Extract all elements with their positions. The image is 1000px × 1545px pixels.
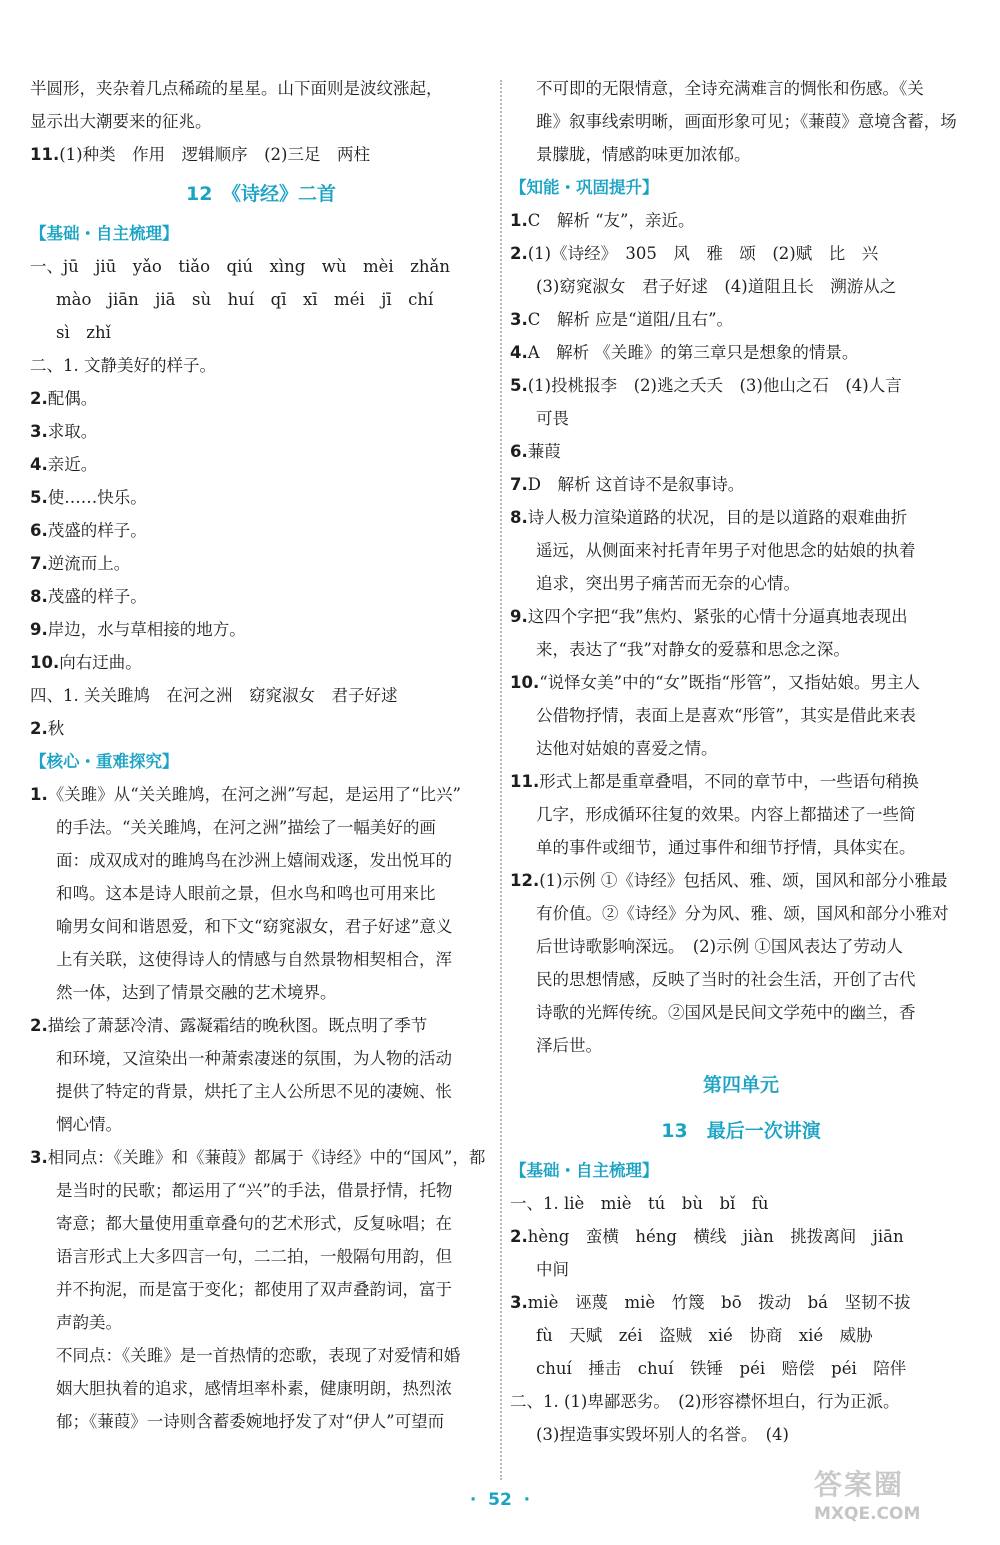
- answer-item: [510, 468, 972, 501]
- item-text: 秋: [47, 719, 65, 738]
- item-text: 配偶。: [47, 389, 98, 408]
- answer-item: [510, 765, 972, 798]
- text-line: 二、1. (1)卑鄙恶劣。 (2)形容襟怀坦白，行为正派。: [510, 1392, 900, 1411]
- text-line: 民的思想情感，反映了当时的社会生活，开创了古代: [536, 970, 916, 989]
- item-number: 2.: [30, 389, 48, 408]
- text-line: 公借物抒情，表面上是喜欢“彤管”，其实是借此来表: [536, 706, 916, 725]
- text-line: 喻男女间和谐恩爱，和下文“窈窕淑女，君子好逑”意义: [56, 917, 453, 936]
- item-text: 描绘了萧瑟冷清、露凝霜结的晚秋图。既点明了季节: [47, 1016, 428, 1035]
- item-number: 11.: [510, 772, 540, 791]
- section-tag: 【核心・重难探究】: [30, 752, 179, 771]
- text-line: 声韵美。: [56, 1313, 122, 1332]
- page-number: · 52 ·: [469, 1490, 531, 1510]
- item-number: 3.: [510, 1293, 528, 1312]
- text-line: 雎》叙事线索明晰，画面形象可见；《蒹葭》意境含蓄，场: [536, 112, 957, 131]
- answer-item: [30, 514, 492, 547]
- answer-item: [30, 712, 492, 745]
- text-line: 单的事件或细节，通过事件和细节抒情，具体实在。: [536, 838, 916, 857]
- text-line: 遥远，从侧面来衬托青年男子对他思念的姑娘的执着: [536, 541, 916, 560]
- item-number: 1.: [30, 785, 48, 804]
- item-text: 逆流而上。: [47, 554, 131, 573]
- answer-item: [510, 864, 972, 897]
- item-number: 10.: [30, 653, 60, 672]
- item-text: 使……快乐。: [47, 488, 147, 507]
- item-text: 《关雎》从“关关雎鸠，在河之洲”写起，是运用了“比兴”: [47, 785, 461, 804]
- text-line: 诗歌的光辉传统。②国风是民间文学苑中的幽兰，香: [536, 1003, 916, 1022]
- item-number: 8.: [510, 508, 528, 527]
- item-text: 向右迂曲。: [59, 653, 142, 672]
- item-number: 9.: [510, 607, 528, 626]
- text-line: sì zhǐ: [56, 323, 111, 342]
- item-text: 茂盛的样子。: [47, 587, 147, 606]
- text-line: 二、1. 文静美好的样子。: [30, 356, 216, 375]
- answer-item: [510, 600, 972, 633]
- text-line: fù 天赋 zéi 盗贼 xié 协商 xié 威胁: [536, 1326, 873, 1345]
- text-line: 是当时的民歌；都运用了“兴”的手法，借景抒情，托物: [56, 1181, 453, 1200]
- answer-item: [30, 415, 492, 448]
- item-number: 2.: [30, 719, 48, 738]
- item-text: 相同点：《关雎》和《蒹葭》都属于《诗经》中的“国风”，都: [47, 1148, 486, 1167]
- section-tag: 【基础・自主梳理】: [30, 224, 179, 243]
- item-number: 12.: [510, 871, 540, 890]
- item-number: 3.: [30, 1148, 48, 1167]
- section-title: 12 《诗经》二首: [186, 183, 336, 205]
- answer-item: [30, 580, 492, 613]
- right-column: [510, 72, 972, 1451]
- answer-item: [510, 666, 972, 699]
- item-text: (1)种类 作用 逻辑顺序 (2)三足 两柱: [59, 145, 370, 164]
- answer-item: [30, 382, 492, 415]
- text-line: 一、jū jiū yǎo tiǎo qiú xìng wù mèi zhǎn: [30, 257, 450, 276]
- text-line: 追求，突出男子痛苦而无奈的心情。: [536, 574, 800, 593]
- text-line: 上有关联，这使得诗人的情感与自然景物相契相合，浑: [56, 950, 452, 969]
- item-number: 4.: [510, 343, 528, 362]
- item-number: 4.: [30, 455, 48, 474]
- answer-item: [30, 613, 492, 646]
- answer-item: [30, 138, 492, 171]
- item-number: 9.: [30, 620, 48, 639]
- watermark-text: 答案圈: [814, 1468, 905, 1501]
- text-line: 泽后世。: [536, 1036, 602, 1055]
- item-text: hèng 蛮横 héng 横线 jiàn 挑拨离间 jiān: [527, 1227, 904, 1246]
- item-number: 6.: [510, 442, 528, 461]
- text-line: 一、1. liè miè tú bù bǐ fù: [510, 1194, 769, 1213]
- item-text: 这四个字把“我”焦灼、紧张的心情十分逼真地表现出: [527, 607, 908, 626]
- text-line: 有价值。②《诗经》分为风、雅、颂，国风和部分小雅对: [536, 904, 949, 923]
- section-title: 13 最后一次讲演: [661, 1120, 821, 1142]
- item-number: 10.: [510, 673, 540, 692]
- text-line: 达他对姑娘的喜爱之情。: [536, 739, 718, 758]
- text-line: 然一体，达到了情景交融的艺术境界。: [56, 983, 337, 1002]
- item-text: 亲近。: [47, 455, 98, 474]
- item-number: 2.: [510, 1227, 528, 1246]
- text-line: 后世诗歌影响深远。 (2)示例 ①国风表达了劳动人: [536, 937, 903, 956]
- text-line: 姻大胆执着的追求，感情坦率朴素，健康明朗，热烈浓: [56, 1379, 452, 1398]
- item-text: “说怿女美”中的“女”既指“彤管”，又指姑娘。男主人: [539, 673, 920, 692]
- item-text: 形式上都是重章叠唱，不同的章节中，一些语句稍换: [539, 772, 919, 791]
- answer-item: [510, 303, 972, 336]
- item-text: A 解析 《关雎》的第三章只是想象的情景。: [527, 343, 859, 362]
- text-line: (3)捏造事实毁坏别人的名誉。 (4): [536, 1425, 789, 1444]
- item-text: (1)投桃报李 (2)逃之夭夭 (3)他山之石 (4)人言: [527, 376, 902, 395]
- text-line: 郁；《蒹葭》一诗则含蓄委婉地抒发了对“伊人”可望而: [56, 1412, 445, 1431]
- item-text: C 解析 应是“道阻/且右”。: [527, 310, 734, 329]
- text-line: 寄意；都大量使用重章叠句的艺术形式，反复咏唱；在: [56, 1214, 452, 1233]
- item-number: 1.: [510, 211, 528, 230]
- text-line: 四、1. 关关雎鸠 在河之洲 窈窕淑女 君子好逑: [30, 686, 398, 705]
- answer-item: [510, 369, 972, 402]
- section-title: 第四单元: [702, 1074, 779, 1096]
- item-number: 7.: [30, 554, 48, 573]
- item-number: 3.: [30, 422, 48, 441]
- section-tag: 【知能・巩固提升】: [510, 178, 659, 197]
- item-number: 5.: [510, 376, 528, 395]
- answer-item: [510, 336, 972, 369]
- answer-item: [30, 1009, 492, 1042]
- answer-item: [510, 1220, 972, 1253]
- item-text: D 解析 这首诗不是叙事诗。: [527, 475, 745, 494]
- item-text: 诗人极力渲染道路的状况，目的是以道路的艰难曲折: [527, 508, 908, 527]
- text-line: 不可即的无限情意，全诗充满难言的惆怅和伤感。《关: [536, 79, 924, 98]
- watermark-url: MXQE.COM: [814, 1504, 921, 1524]
- item-text: 岸边，水与草相接的地方。: [47, 620, 246, 639]
- answer-item: [30, 646, 492, 679]
- answer-item: [30, 1141, 492, 1174]
- watermark-logo: [814, 1468, 990, 1538]
- column-divider: [500, 80, 502, 1480]
- answer-item: [510, 204, 972, 237]
- section-tag: 【基础・自主梳理】: [510, 1161, 659, 1180]
- text-line: 面：成双成对的雎鸠鸟在沙洲上嬉闹戏逐，发出悦耳的: [56, 851, 452, 870]
- text-line: mào jiān jiā sù huí qī xī méi jī chí: [56, 290, 434, 309]
- item-number: 8.: [30, 587, 48, 606]
- answer-item: [510, 237, 972, 270]
- item-number: 11.: [30, 145, 60, 164]
- text-line: 景朦胧，情感韵味更加浓郁。: [536, 145, 751, 164]
- text-line: 半圆形，夹杂着几点稀疏的星星。山下面则是波纹涨起，: [30, 79, 443, 98]
- item-text: (1)《诗经》 305 风 雅 颂 (2)赋 比 兴: [527, 244, 879, 263]
- text-line: 来，表达了“我”对静女的爱慕和思念之深。: [536, 640, 850, 659]
- item-text: 求取。: [47, 422, 98, 441]
- answer-item: [30, 481, 492, 514]
- answer-item: [30, 547, 492, 580]
- text-line: 不同点：《关雎》是一首热情的恋歌，表现了对爱情和婚: [56, 1346, 461, 1365]
- text-line: 和鸣。这本是诗人眼前之景，但水鸟和鸣也可用来比: [56, 884, 436, 903]
- item-text: 茂盛的样子。: [47, 521, 147, 540]
- item-number: 3.: [510, 310, 528, 329]
- item-number: 7.: [510, 475, 528, 494]
- item-number: 6.: [30, 521, 48, 540]
- text-line: 的手法。“关关雎鸠，在河之洲”描绘了一幅美好的画: [56, 818, 436, 837]
- text-line: 显示出大潮要来的征兆。: [30, 112, 212, 131]
- text-line: 语言形式上大多四言一句，二二拍，一般隔句用韵，但: [56, 1247, 452, 1266]
- text-line: 几字，形成循环往复的效果。内容上都描述了一些简: [536, 805, 916, 824]
- item-text: miè 诬蔑 miè 竹篾 bō 拨动 bá 坚韧不拔: [527, 1293, 911, 1312]
- text-line: (3)窈窕淑女 君子好逑 (4)道阻且长 溯游从之: [536, 277, 897, 296]
- page-number-value: 52: [488, 1490, 512, 1510]
- answer-item: [30, 778, 492, 811]
- answer-item: [510, 435, 972, 468]
- text-line: chuí 捶击 chuí 铁锤 péi 赔偿 péi 陪伴: [536, 1359, 907, 1378]
- text-line: 并不拘泥，而是富于变化；都使用了双声叠韵词，富于: [56, 1280, 452, 1299]
- left-column: [30, 72, 492, 1438]
- text-line: 提供了特定的背景，烘托了主人公所思不见的凄婉、怅: [56, 1082, 452, 1101]
- text-line: 可畏: [536, 409, 569, 428]
- answer-item: [30, 448, 492, 481]
- item-number: 2.: [510, 244, 528, 263]
- text-line: 惘心情。: [56, 1115, 122, 1134]
- item-text: C 解析 “友”，亲近。: [527, 211, 695, 230]
- item-text: 蒹葭: [527, 442, 561, 461]
- answer-item: [510, 1286, 972, 1319]
- text-line: 中间: [536, 1260, 569, 1279]
- answer-item: [510, 501, 972, 534]
- item-text: (1)示例 ①《诗经》包括风、雅、颂，国风和部分小雅最: [539, 871, 948, 890]
- item-number: 2.: [30, 1016, 48, 1035]
- item-number: 5.: [30, 488, 48, 507]
- text-line: 和环境，又渲染出一种萧索凄迷的氛围，为人物的活动: [56, 1049, 452, 1068]
